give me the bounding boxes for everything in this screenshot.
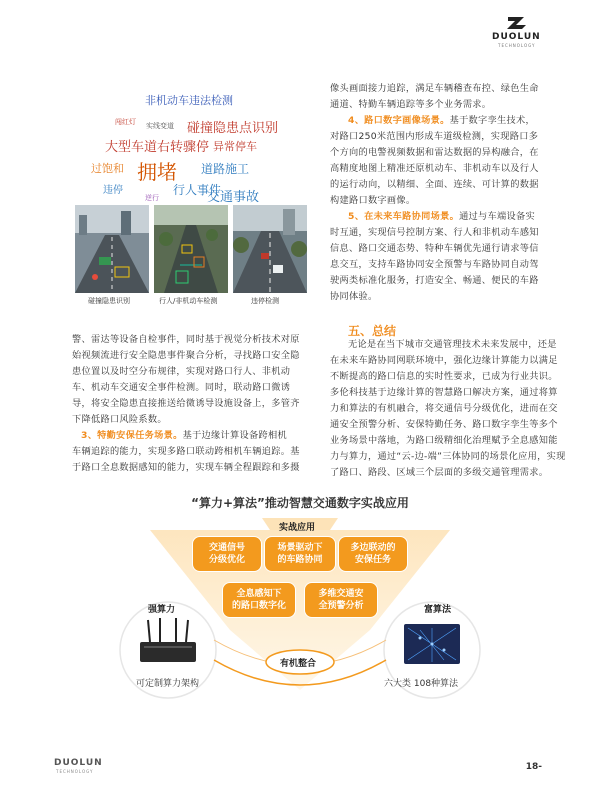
text-line: 不断提高的路口信息的实时性要求，已成为行业共识。 [330,371,558,382]
summary-text [330,337,578,481]
right-label: 富算法 [424,605,452,615]
text-line: 于路口全息数据感知的能力，实现车辆全程跟踪和多摄 [72,462,300,473]
text-line: 驶两类标准化服务，打造安全、畅通、便民的车路 [330,275,539,286]
cloud-word: 交通事故 [207,190,260,205]
right-caption: 六大类 108种算法 [384,679,459,689]
section-heading: 五、总结 [348,324,397,338]
text-line: 车辆追踪的能力，实现多路口联动跨相机车辆追踪。基 [72,446,300,457]
brand-logo-top [492,16,544,50]
cloud-word: 逆行 [145,194,159,202]
item3-line [72,428,320,444]
text-line: 力和算法的有机融合，将交通信号分级优化，进而在交 [330,403,558,414]
text-line: 高精度地图上精准还原机动车、非机动车以及行人 [330,163,539,174]
text-line: 像头画面接力追踪，满足车辆稽查布控、绿色生命 [330,83,539,94]
text-line: 时互通，实现信号控制方案、行人和非机动车感知 [330,227,539,238]
cloud-word: 道路施工 [201,162,250,176]
cloud-word: 实线变道 [146,122,174,130]
item5-line [330,209,578,225]
left-column-text [72,332,320,476]
left-caption: 可定制算力架构 [136,679,200,689]
text-line: 多伦科技基于边缘计算的智慧路口解决方案，通过将算 [330,387,558,398]
item5-heading: 5、在未来车路协同场景。 [348,211,460,222]
right-column-text [330,81,578,305]
item3-text: 基于边缘计算设备跨相机 [182,430,287,441]
text-line: 通安全预警分析、安保特勤任务、路口数字孪生等多个 [330,419,558,430]
photo-pedestrian-detection [154,205,228,293]
left-label: 强算力 [148,605,176,615]
brand-logo-bottom [54,758,114,778]
box-intersection-digitalization: 全息感知下 的路口数字化 [222,582,296,618]
photo-collision-detection [75,205,149,293]
box-signal-optimization: 交通信号 分级优化 [192,536,262,572]
box-safety-warning: 多维交通安 全预警分析 [304,582,378,618]
cloud-word: 闯红灯 [115,118,136,126]
brand-tagline: TECHNOLOGY [498,43,536,48]
text-line: 在未来车路协同网联环境中，强化边缘计算能力以满足 [330,355,558,366]
cloud-word: 行人事件 [173,183,222,197]
cloud-word: 过饱和 [91,162,124,175]
text-line: 警、雷达等设备自检事件，同时基于视觉分析技术对原 [72,334,300,345]
text-line: 业务场景中落地，为路口级精细化治理赋予全息感知能 [330,435,558,446]
photo-caption: 违停检测 [251,297,279,305]
photo-caption: 碰撞隐患识别 [88,297,130,305]
text-line: 协同体验。 [330,291,378,302]
text-line: 息交互，支持车路协同安全预警与车路协同自动驾 [330,259,539,270]
text-line: 了路口、路段、区域三个层面的多级交通管理需求。 [330,467,549,478]
text-line: 个方向的电警视频数据和雷达数据的异构融合，在 [330,147,539,158]
cloud-word: 非机动车违法检测 [145,94,233,107]
cloud-word: 碰撞隐患点识别 [187,121,279,136]
item5-text: 通过与车端设备实 [459,211,535,222]
page-number: 18- [525,762,542,772]
figure-title: “算力+算法”推动智慧交通数字实战应用 [191,496,409,510]
text-line: 信息、路口交通态势、特种车辆优先通行请求等信 [330,243,539,254]
top-label: 实战应用 [279,523,316,533]
item3-heading: 3、特勤安保任务场景。 [81,430,183,441]
photo-caption: 行人/非机动车检测 [159,297,218,305]
cloud-word: 违停 [103,185,123,196]
photo-illegal-parking [233,205,307,293]
text-line: 导，将安全隐患直接推送给微诱导设施设备上，多管齐 [72,398,300,409]
center-label: 有机整合 [280,659,317,669]
item4-line [330,113,578,129]
photo-strip [75,205,307,297]
text-line: 力与算力，通过“云-边-端”三体协同的场景化应用，实现 [330,451,566,462]
brand-wordmark: DUOLUN [54,758,103,768]
text-line: 始视频流进行安全隐患事件聚合分析，寻找路口安全隐 [72,350,300,361]
text-line: 患位置以及时空分布规律，实现对路口行人、非机动 [72,366,291,377]
text-line: 车、机动车交通安全事件检测。同时，联动路口微诱 [72,382,291,393]
brand-logo-icon [506,16,528,30]
text-line: 的运行动向，以精细、全面、连续、可计算的数据 [330,179,539,190]
brand-tagline: TECHNOLOGY [56,769,94,774]
concept-diagram [0,510,600,720]
item4-heading: 4、路口数字画像场景。 [348,115,450,126]
text-line: 对路口250米范围内形成车道级检测，实现路口多 [330,131,539,142]
cloud-word: 异常停车 [213,140,257,153]
text-line: 通道、特勤车辆追踪等多个业务需求。 [330,99,492,110]
text-line: 构建路口数字画像。 [330,195,416,206]
box-security-tasks: 多边联动的 安保任务 [338,536,408,572]
text-line: 下降低路口风险系数。 [72,414,167,425]
box-vehicle-road-coordination: 场景驱动下 的车路协同 [264,536,336,572]
item4-text: 基于数字孪生技术， [449,115,535,126]
cloud-word: 拥堵 [137,160,177,184]
cloud-word: 大型车道右转骤停 [105,140,210,155]
brand-wordmark: DUOLUN [492,32,541,42]
text-line: 无论是在当下城市交通管理技术未来发展中，还是 [348,339,557,350]
